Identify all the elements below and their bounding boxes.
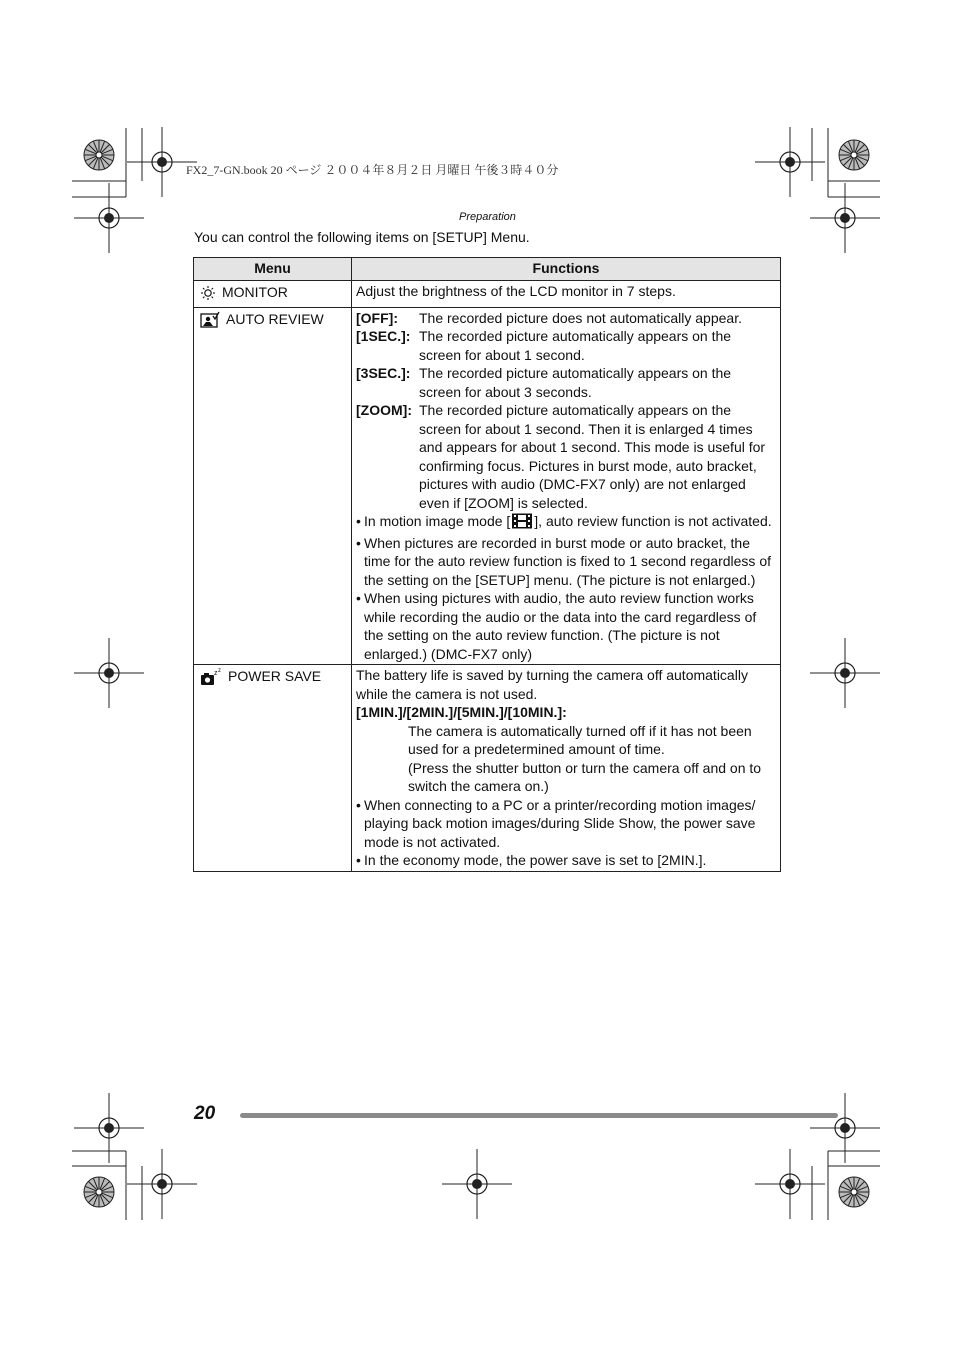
- menu-name-auto-review: AUTO REVIEW: [226, 310, 324, 327]
- table-row: [194, 281, 781, 308]
- option-1sec: [1SEC.]: The recorded picture automatically appears on the screen for about 1 second.: [356, 328, 732, 363]
- function-cell: Adjust the brightness of the LCD monitor in 7 steps.: [352, 281, 781, 308]
- menu-name-monitor: MONITOR: [222, 284, 288, 300]
- note-pc-connection: • When connecting to a PC or a printer/recording motion images/ playing back motion images/during Slide Show, the power save mode is not activated.: [356, 796, 756, 850]
- power-save-options-desc: The camera is automatically turned off if it has not been used for a predetermined amount of time.: [408, 722, 752, 757]
- section-label: Preparation: [459, 211, 516, 223]
- note-audio: • When using pictures with audio, the auto review function works while recording the audio or the data into the card regardless of the setting on the auto review function. (The picture is not enlarged.) (DMC-FX7 only): [356, 590, 757, 662]
- option-off: [OFF]: The recorded picture does not automatically appear.: [356, 309, 742, 326]
- svg-text:z: z: [214, 670, 218, 677]
- menu-cell: [194, 307, 352, 665]
- footer-rule: [240, 1113, 838, 1118]
- note-motion-image: • In motion image mode [ ], auto review function is not activated.: [356, 512, 776, 534]
- power-save-options-label: [1MIN.]/[2MIN.]/[5MIN.]/[10MIN.]:: [356, 704, 567, 720]
- note-economy-mode: • In the economy mode, the power save is set to [2MIN.].: [356, 852, 707, 868]
- note-burst-mode: • When pictures are recorded in burst mode or auto bracket, the time for the auto review function is fixed to 1 second regardless of the setting on the [SETUP] menu. (The picture is not enlarged.): [356, 534, 771, 588]
- function-cell: [352, 665, 781, 872]
- table-row: [194, 665, 781, 872]
- power-save-options-note: (Press the shutter button or turn the camera off and on to switch the camera on.): [408, 759, 762, 794]
- option-3sec: [3SEC.]: The recorded picture automatically appears on the screen for about 3 seconds.: [356, 365, 732, 400]
- power-save-intro: The battery life is saved by turning the camera off automatically while the camera is not used.: [356, 667, 748, 702]
- setup-menu-table: [193, 257, 781, 872]
- book-file-header: FX2_7-GN.book 20 ページ ２００４年８月２日 月曜日 午後３時４０分: [186, 163, 559, 177]
- column-header-functions: Functions: [352, 258, 781, 281]
- auto-review-icon: [200, 310, 220, 333]
- intro-text: You can control the following items on [SETUP] Menu.: [194, 229, 530, 245]
- motion-image-film-icon: [511, 513, 533, 534]
- menu-cell: [194, 281, 352, 308]
- menu-name-power-save: POWER SAVE: [228, 668, 322, 684]
- option-zoom: [ZOOM]: The recorded picture automatically appears on the screen for about 1 second. Then it is enlarged 4 times and appears for about 1 second. This mode is useful for confirming focus. Pictures in burst mode, auto bracket, pictures with audio (DMC-FX7 only) are not enlarged even if [ZOOM] is selected.: [356, 402, 766, 511]
- page-number: 20: [194, 1103, 216, 1124]
- function-cell: [352, 307, 781, 665]
- column-header-menu: Menu: [194, 258, 352, 281]
- menu-cell: [194, 665, 352, 872]
- brightness-sun-icon: [200, 283, 216, 305]
- table-header-row: [194, 258, 781, 281]
- power-save-camera-icon: [200, 667, 222, 691]
- svg-text:z: z: [218, 668, 221, 674]
- table-row: [194, 307, 781, 665]
